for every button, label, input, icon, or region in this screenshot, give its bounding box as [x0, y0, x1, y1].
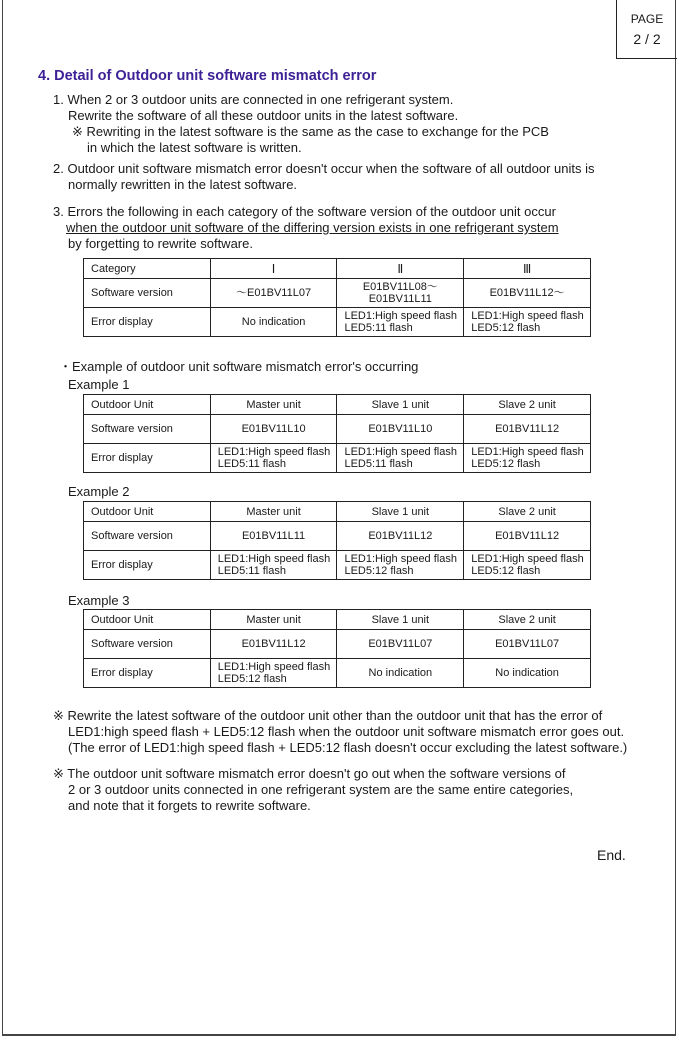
table-cell [210, 279, 337, 308]
cell-line: LED5:12 flash [471, 322, 541, 334]
table-row [84, 415, 591, 444]
cell-line: LED1:High speed flash [217, 446, 331, 458]
section-heading: 4. Detail of Outdoor unit software mismatch error [38, 68, 377, 84]
table-row [84, 630, 591, 659]
end-marker: End. [597, 847, 626, 863]
table-cell [210, 551, 337, 580]
cell-line: LED5:12 flash [344, 565, 414, 577]
note-1-line-2: LED1:high speed flash + LED5:12 flash when the outdoor unit software mismatch error goes out. [68, 724, 625, 739]
table-row [84, 551, 591, 580]
cell-line: No indication [241, 316, 306, 328]
cell-line: ～E01BV11L07 [236, 287, 312, 299]
table-header-row [84, 259, 591, 279]
cell-line: LED1:High speed flash [471, 310, 584, 322]
page-number: 2 / 2 [633, 31, 661, 47]
row-label: Error display [84, 551, 211, 580]
cell-line: LED1:High speed flash [471, 553, 584, 565]
cell-line: LED5:12 flash [471, 458, 541, 470]
header-cell: Slave 1 unit [337, 502, 464, 522]
table-header-row [84, 502, 591, 522]
item-3-line-1: 3. Errors the following in each category of the software version of the outdoor unit occur [53, 204, 556, 219]
header-cell: Slave 1 unit [337, 610, 464, 630]
row-label: Error display [84, 444, 211, 473]
cell-line: LED5:11 flash [344, 322, 413, 334]
table-cell [337, 444, 464, 473]
header-cell: Master unit [210, 502, 337, 522]
page-number-box [616, 0, 677, 59]
table-row [84, 444, 591, 473]
table-cell [210, 659, 337, 688]
example-3-title: Example 3 [68, 593, 130, 608]
table-cell: E01BV11L07 [337, 630, 464, 659]
category-table [83, 258, 591, 337]
cell-line: LED1:High speed flash [344, 446, 457, 458]
table-row [84, 659, 591, 688]
item-2-line-1: 2. Outdoor unit software mismatch error doesn't occur when the software of all outdoor units is [53, 161, 595, 176]
header-cell: Ⅲ [464, 259, 591, 279]
row-label: Error display [84, 659, 211, 688]
header-cell: Outdoor Unit [84, 502, 211, 522]
table-cell [337, 308, 464, 337]
table-cell: E01BV11L12 [337, 522, 464, 551]
row-label: Software version [84, 279, 211, 308]
cell-line: E01BV11L08～ [362, 281, 438, 293]
row-label: Software version [84, 522, 211, 551]
page-label: PAGE [630, 12, 664, 26]
cell-line: LED5:11 flash [217, 565, 286, 577]
table-header-row [84, 610, 591, 630]
header-cell: Outdoor Unit [84, 395, 211, 415]
header-cell: Slave 1 unit [337, 395, 464, 415]
note-1-line-3: (The error of LED1:high speed flash + LED5:12 flash doesn't occur excluding the latest software.) [68, 740, 628, 755]
table-cell: No indication [337, 659, 464, 688]
table-header-row [84, 395, 591, 415]
item-2-line-2: normally rewritten in the latest software. [68, 177, 298, 192]
table-cell: E01BV11L11 [210, 522, 337, 551]
table-cell [210, 308, 337, 337]
item-1-note-line-1: ※ Rewriting in the latest software is the same as the case to exchange for the PCB [72, 124, 549, 139]
cell-line: E01BV11L11 [368, 293, 432, 305]
cell-line: LED5:11 flash [344, 458, 413, 470]
example-1-title: Example 1 [68, 377, 130, 392]
cell-line: LED1:High speed flash [344, 553, 457, 565]
cell-line: E01BV11L12～ [489, 287, 565, 299]
table-cell [464, 279, 591, 308]
note-2-line-1: ※ The outdoor unit software mismatch error doesn't go out when the software versions of [53, 766, 566, 781]
example-2-title: Example 2 [68, 484, 130, 499]
header-cell: Slave 2 unit [464, 502, 591, 522]
examples-intro: ・Example of outdoor unit software mismatch error's occurring [59, 359, 419, 374]
table-cell [464, 551, 591, 580]
table-cell [337, 279, 464, 308]
cell-line: LED1:High speed flash [217, 553, 331, 565]
header-cell: Ⅱ [337, 259, 464, 279]
item-3-line-2: when the outdoor unit software of the differing version exists in one refrigerant system [66, 220, 559, 235]
table-cell [337, 551, 464, 580]
table-cell [464, 444, 591, 473]
header-cell: Master unit [210, 395, 337, 415]
cell-line: LED1:High speed flash [217, 661, 331, 673]
table-row [84, 279, 591, 308]
header-cell: Ⅰ [210, 259, 337, 279]
item-3-line-3: by forgetting to rewrite software. [68, 236, 253, 251]
cell-line: LED1:High speed flash [471, 446, 584, 458]
table-cell: E01BV11L10 [337, 415, 464, 444]
header-cell: Master unit [210, 610, 337, 630]
table-cell [210, 444, 337, 473]
item-1-line-1: 1. When 2 or 3 outdoor units are connected in one refrigerant system. [53, 92, 454, 107]
item-1-line-2: Rewrite the software of all these outdoor units in the latest software. [68, 108, 459, 123]
item-1-note-line-2: in which the latest software is written. [87, 140, 302, 155]
table-cell: No indication [464, 659, 591, 688]
cell-line: LED5:11 flash [217, 458, 286, 470]
table-cell: E01BV11L07 [464, 630, 591, 659]
table-cell: E01BV11L12 [210, 630, 337, 659]
table-row [84, 522, 591, 551]
row-label: Software version [84, 415, 211, 444]
table-row [84, 308, 591, 337]
header-cell: Slave 2 unit [464, 395, 591, 415]
row-label: Error display [84, 308, 211, 337]
note-1-line-1: ※ Rewrite the latest software of the outdoor unit other than the outdoor unit that has the error of [53, 708, 603, 723]
table-cell: E01BV11L12 [464, 415, 591, 444]
table-cell: E01BV11L12 [464, 522, 591, 551]
note-2-line-2: 2 or 3 outdoor units connected in one refrigerant system are the same entire categories, [68, 782, 574, 797]
header-cell: Outdoor Unit [84, 610, 211, 630]
note-2-line-3: and note that it forgets to rewrite software. [68, 798, 311, 813]
table-cell: E01BV11L10 [210, 415, 337, 444]
cell-line: LED5:12 flash [471, 565, 541, 577]
table-cell [464, 308, 591, 337]
cell-line: LED1:High speed flash [344, 310, 457, 322]
cell-line: LED5:12 flash [217, 673, 287, 685]
example-3-table [83, 609, 591, 688]
header-cell: Slave 2 unit [464, 610, 591, 630]
example-1-table [83, 394, 591, 473]
row-label: Software version [84, 630, 211, 659]
example-2-table [83, 501, 591, 580]
header-cell: Category [84, 259, 211, 279]
